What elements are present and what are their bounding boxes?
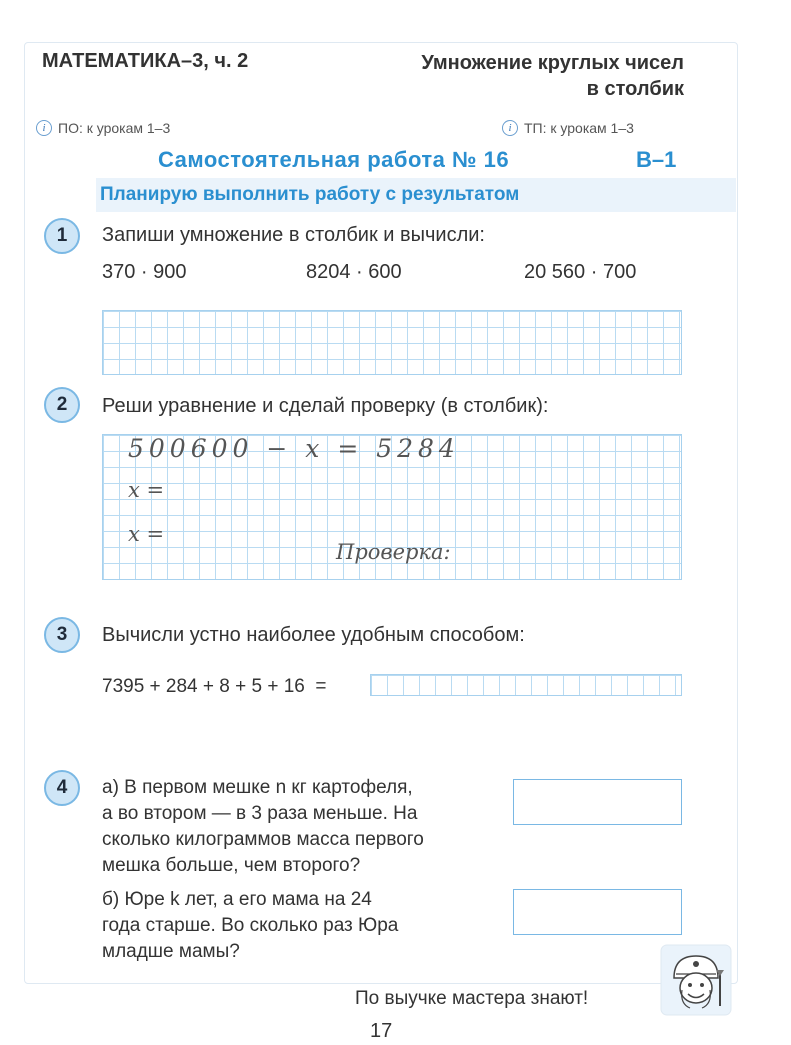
handwritten-x-1: x =: [128, 478, 165, 502]
handwritten-check: Проверка:: [336, 540, 451, 564]
task-4b-answer-box[interactable]: [513, 889, 682, 935]
variant-label: В–1: [636, 147, 677, 172]
topic-line-1: Умножение круглых чисел: [421, 52, 684, 74]
info-icon: i: [502, 120, 518, 136]
work-title: Самостоятельная работа № 16: [158, 147, 510, 172]
book-title: МАТЕМАТИКА–3, ч. 2: [42, 50, 249, 72]
task-1-expr-2: 8204 · 600: [306, 261, 402, 283]
info-right: [502, 120, 634, 136]
task-1-expr-1: 370 · 900: [102, 261, 187, 283]
info-icon: i: [36, 120, 52, 136]
task-3-answer-grid[interactable]: [370, 674, 682, 696]
handwritten-equation: 500600 − x = 5284: [128, 434, 460, 463]
task-1-expr-3: 20 560 · 700: [524, 261, 637, 283]
task-4-badge: 4: [44, 770, 80, 806]
info-left-text: ПО: к урокам 1–3: [58, 120, 171, 136]
task-4a-line: сколько килограммов масса первого: [102, 829, 424, 850]
task-1-grid[interactable]: [102, 310, 682, 375]
handwritten-x-2: x =: [128, 522, 165, 546]
task-1-text: Запиши умножение в столбик и вычисли:: [102, 224, 485, 246]
footer-proverb: По выучке мастера знают!: [355, 988, 589, 1009]
info-right-text: ТП: к урокам 1–3: [524, 120, 634, 136]
task-1-badge: 1: [44, 218, 80, 254]
task-4b-line: года старше. Во сколько раз Юра: [102, 915, 399, 936]
task-4a-text: [102, 775, 502, 879]
task-4a-line: а во втором — в 3 раза меньше. На: [102, 803, 418, 824]
info-left: [36, 120, 170, 136]
task-4b-line: б) Юре k лет, а его мама на 24: [102, 889, 372, 910]
task-3-expr: 7395 + 284 + 8 + 5 + 16 =: [102, 676, 327, 697]
task-3-text: Вычисли устно наиболее удобным способом:: [102, 624, 525, 646]
plan-text: Планирую выполнить работу с результатом: [100, 184, 520, 205]
task-2-text: Реши уравнение и сделай проверку (в столбик):: [102, 395, 549, 417]
page-number: 17: [370, 1020, 393, 1042]
task-4a-answer-box[interactable]: [513, 779, 682, 825]
task-4a-line: а) В первом мешке n кг картофеля,: [102, 777, 413, 798]
mascot-illustration: [660, 944, 732, 1016]
topic-line-2: в столбик: [586, 78, 684, 100]
task-4a-line: мешка больше, чем второго?: [102, 855, 361, 876]
task-3-badge: 3: [44, 617, 80, 653]
topic-title: [360, 50, 684, 102]
task-2-badge: 2: [44, 387, 80, 423]
task-4b-text: [102, 887, 502, 965]
task-4b-line: младше мамы?: [102, 941, 240, 962]
